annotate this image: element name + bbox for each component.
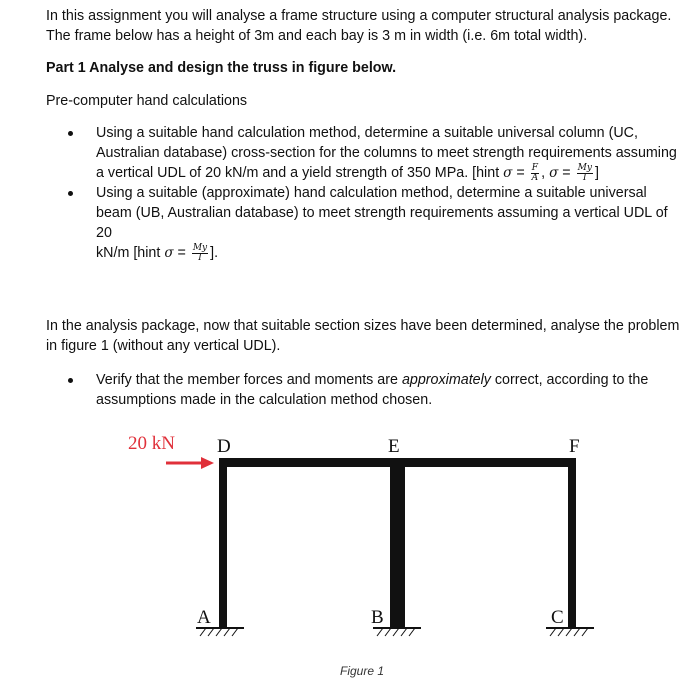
column-cf [568, 458, 576, 628]
column-ad [219, 458, 227, 628]
bullet3-post: correct, according to the [490, 372, 649, 388]
fraction-f-over-a [531, 164, 540, 183]
analysis-paragraph [46, 316, 686, 356]
verify-list [46, 370, 686, 410]
comma: , [541, 165, 550, 181]
bullet1-line-1: Using a suitable hand calculation method, determine a suitable universal column (UC, [96, 125, 638, 141]
close-bracket: ] [594, 165, 599, 181]
fraction-my-over-i [577, 164, 593, 183]
fraction-denominator: A [531, 172, 539, 183]
intro-paragraph [46, 6, 686, 46]
bullet3-line-1 [96, 370, 686, 390]
node-label-c: C [551, 607, 564, 628]
bullet1-line-2: Australian database) cross-section for the columns to meet strength requirements assuming [96, 145, 677, 161]
fraction-numerator: My [577, 162, 592, 173]
column-be [390, 458, 405, 628]
bullet1-line-3-text: a vertical UDL of 20 kN/m and a yield strength of 350 MPa. [hint [96, 165, 504, 181]
load-label: 20 kN [128, 433, 175, 454]
bullet-beam-design [46, 183, 686, 263]
equals-sign-2: = [558, 165, 575, 181]
figure-caption: Figure 1 [340, 664, 385, 678]
bullet-dot [68, 191, 73, 196]
fixed-support-b [373, 628, 421, 636]
node-label-a: A [197, 607, 211, 628]
equals-sign: = [173, 245, 190, 261]
bullet3-emphasis: approximately [401, 372, 491, 388]
close-bracket: ]. [210, 245, 219, 261]
hand-calc-list [46, 123, 686, 263]
bullet-column-design [46, 123, 686, 183]
document-body [46, 6, 686, 410]
node-label-b: B [371, 607, 384, 628]
bullet2-line-1: Using a suitable (approximate) hand calculation method, determine a suitable universal [96, 185, 647, 201]
fixed-support-a [196, 628, 244, 636]
fraction-numerator: My [192, 242, 208, 253]
load-arrow [166, 457, 214, 469]
bullet2-line-3 [96, 243, 686, 263]
analysis-line-1: In the analysis package, now that suitable section sizes have been determined, analyse the problem [46, 318, 680, 334]
sigma-symbol-2: σ [549, 165, 559, 181]
node-label-d: D [217, 436, 231, 457]
fraction-denominator: I [583, 172, 587, 183]
bullet-dot [68, 378, 73, 383]
bullet-dot [68, 131, 73, 136]
fraction-numerator: F [531, 162, 539, 173]
node-label-e: E [388, 436, 400, 457]
node-label-f: F [569, 436, 580, 457]
sigma-symbol: σ [503, 165, 513, 181]
intro-line-1: In this assignment you will analyse a frame structure using a computer structural analysis package. [46, 8, 672, 24]
equals-sign: = [512, 165, 529, 181]
bullet3-pre: Verify that the member forces and moments are [96, 372, 402, 388]
pre-computer-heading: Pre-computer hand calculations [46, 93, 248, 109]
analysis-line-2: in figure 1 (without any vertical UDL). [46, 338, 281, 354]
beam-def [219, 458, 576, 467]
fraction-denominator: I [198, 252, 202, 263]
fraction-my-over-i [192, 244, 208, 263]
bullet2-line-3-text: kN/m [hint [96, 245, 165, 261]
bullet-verify [46, 370, 686, 410]
bullet2-line-2: beam (UB, Australian database) to meet strength requirements assuming a vertical UDL of 20 [96, 205, 668, 241]
intro-line-2: The frame below has a height of 3m and each bay is 3 m in width (i.e. 6m total width). [46, 28, 588, 44]
sigma-symbol: σ [164, 245, 174, 261]
bullet3-line-2: assumptions made in the calculation method chosen. [96, 392, 433, 408]
bullet1-line-3 [96, 163, 686, 183]
part1-heading: Part 1 Analyse and design the truss in figure below. [46, 60, 397, 76]
fixed-support-c [546, 628, 594, 636]
